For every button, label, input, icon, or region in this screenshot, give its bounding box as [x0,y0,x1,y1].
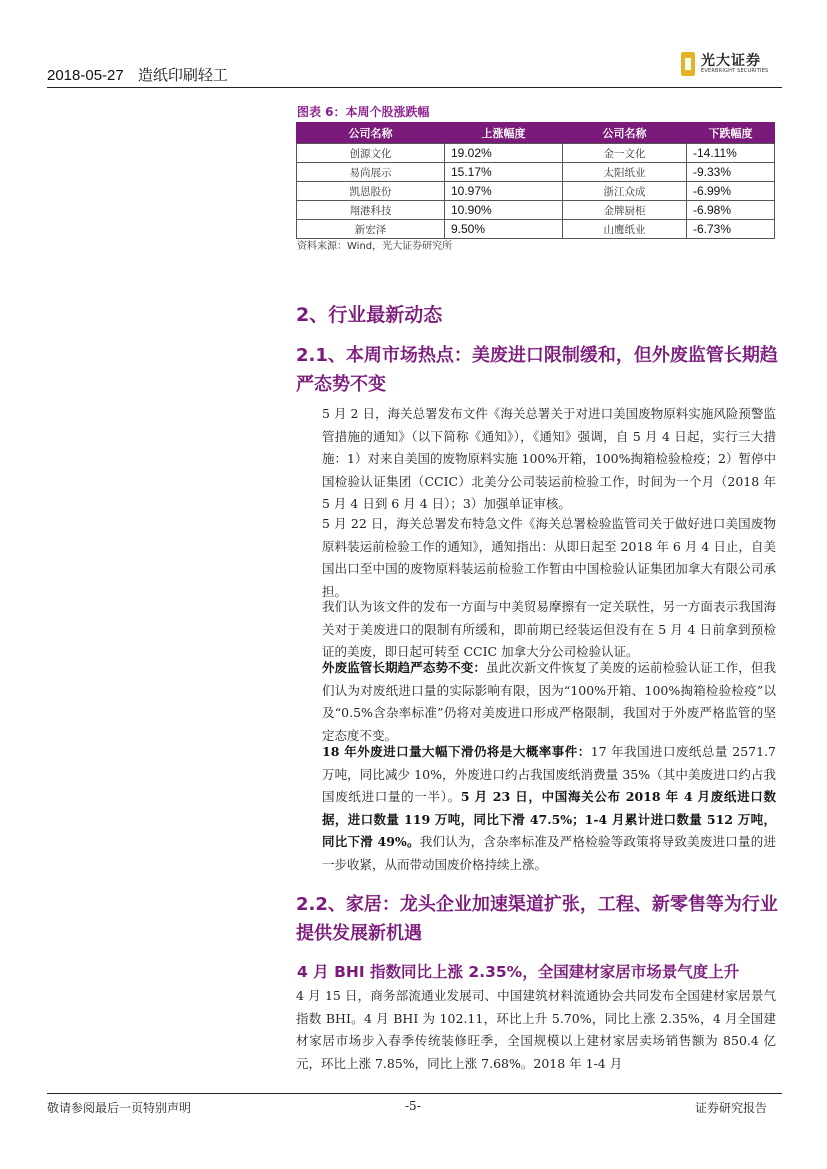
gainer-rise: 15.17% [445,163,563,182]
loser-fall: -9.33% [687,163,775,182]
loser-name: 山鹰纸业 [563,220,687,239]
loser-name: 太阳纸业 [563,163,687,182]
paragraph-text: 4 月 15 日，商务部流通业发展司、中国建筑材料流通协会共同发布全国建材家居景气指数 BHI。4 月 BHI 为 102.11，环比上升 5.70%，同比上涨 2.35%，4 月全国建材家居市场步入春季传统装修旺季，全国规模以上建材家居卖场销售额为 850.4 亿元，环比上涨 7.85%，同比上涨 7.68%。2018 年 1-4 月 [296,988,776,1071]
bold-lead: 外废监管长期趋严态势不变： [322,660,486,675]
gainer-rise: 10.97% [445,182,563,201]
paragraph [296,741,776,876]
report-sector: 造纸印刷轻工 [137,67,228,84]
footer-divider [47,1093,782,1094]
subsection-title-2-1: 2.1、本周市场热点：美废进口限制缓和，但外废监管长期趋严态势不变 [296,345,778,395]
loser-fall: -6.73% [687,220,775,239]
footer-disclaimer: 敬请参阅最后一页特别声明 [47,1101,192,1115]
table-row [297,182,775,201]
gainer-name: 新宏泽 [297,220,445,239]
gainer-name: 易尚展示 [297,163,445,182]
table-row [297,220,775,239]
company-logo [681,50,785,80]
paragraph-text: 5 月 22 日，海关总署发布特急文件《海关总署检验监管司关于做好进口美国废物原料装运前检验工作的通知》，通知指出：从即日起至 2018 年 6 月 4 日止，自美国出口至中国的废物原料装运前检验工作暂由中国检验认证集团加拿大有限公司承担。 [322,516,776,599]
gainer-name: 创源文化 [297,144,445,163]
logo-cn-text: 光大证券 [701,53,761,69]
paragraph-text: 我们认为，含杂率标准及严格检验等政策将导致美废进口量的进一步收紧，从而带动国废价格持续上涨。 [322,834,776,872]
subsection-title-2-2: 2.2、家居：龙头企业加速渠道扩张，工程、新零售等为行业提供发展新机遇 [296,894,778,944]
col-header-fall: 下跌幅度 [687,122,775,144]
table-row [297,144,775,163]
loser-fall: -14.11% [687,144,775,163]
loser-name: 金牌厨柜 [563,201,687,220]
table-row [297,163,775,182]
gainer-rise: 9.50% [445,220,563,239]
gainer-name: 凯恩股份 [297,182,445,201]
sub-heading-bhi: 4 月 BHI 指数同比上涨 2.35%，全国建材家居市场景气度上升 [297,963,740,981]
table-row [297,201,775,220]
footer-report-type: 证券研究报告 [695,1101,768,1115]
gainer-name: 翔港科技 [297,201,445,220]
loser-name: 金一文化 [563,144,687,163]
col-header-gainer-name: 公司名称 [297,122,445,144]
table-header-row [297,122,775,144]
table-source: 资料来源：Wind，光大证券研究所 [297,241,453,252]
page-number: -5- [405,1099,421,1113]
paragraph [296,513,776,603]
gainer-rise: 10.90% [445,201,563,220]
paragraph-text: 17 年我国进口废纸总量 2571.7 万吨，同比减少 10%，外废进口约占我国废纸消费量 35%（其中美废进口约占我国废纸进口量的一半）。 [322,744,777,804]
paragraph-text: 我们认为该文件的发布一方面与中美贸易摩擦有一定关联性，另一方面表示我国海关对于美废进口的限制有所缓和，即前期已经装运但没有在 5 月 4 日前拿到预检证的美废，即日起可转至 CCIC 加拿大分公司检验认证。 [322,599,776,659]
logo-icon [681,52,695,76]
paragraph [296,657,776,747]
paragraph [296,985,776,1075]
gainer-rise: 19.02% [445,144,563,163]
bold-lead: 18 年外废进口量大幅下滑仍将是大概率事件： [322,744,591,759]
section-title: 2、行业最新动态 [296,304,443,326]
table-title: 图表 6：本周个股涨跌幅 [297,105,430,119]
paragraph [296,596,776,664]
paragraph [296,403,776,516]
header-divider [47,87,782,88]
paragraph-text: 虽此次新文件恢复了美废的运前检验认证工作，但我们认为对废纸进口量的实际影响有限，因为“100%开箱、100%掏箱检验检疫”以及“0.5%含杂率标准”仍将对美废进口形成严格限制，我国对于外废严格监管的坚定态度不变。 [322,660,776,743]
header [47,64,228,85]
col-header-rise: 上涨幅度 [445,122,563,144]
loser-name: 浙江众成 [563,182,687,201]
stock-change-table [296,122,775,239]
report-date: 2018-05-27 [47,67,124,84]
bold-statement: 5 月 23 日，中国海关公布 2018 年 4 月废纸进口数据，进口数量 119 万吨，同比下滑 47.5%；1-4 月累计进口数量 512 万吨，同比下滑 49%。 [322,789,776,849]
logo-en-text: EVERBRIGHT SECURITIES [701,68,769,74]
paragraph-text: 5 月 2 日，海关总署发布文件《海关总署关于对进口美国废物原料实施风险预警监管措施的通知》（以下简称《通知》），《通知》强调，自 5 月 4 日起，实行三大措施：1）对来自美国的废物原料实施 100%开箱，100%掏箱检验检疫；2）暂停中国检验认证集团（CCIC）北美分公司装运前检验工作，时间为一个月（2018 年 5 月 4 日到 6 月 4 日）；3）加强单证审核。 [322,406,776,511]
loser-fall: -6.98% [687,201,775,220]
col-header-loser-name: 公司名称 [563,122,687,144]
loser-fall: -6.99% [687,182,775,201]
